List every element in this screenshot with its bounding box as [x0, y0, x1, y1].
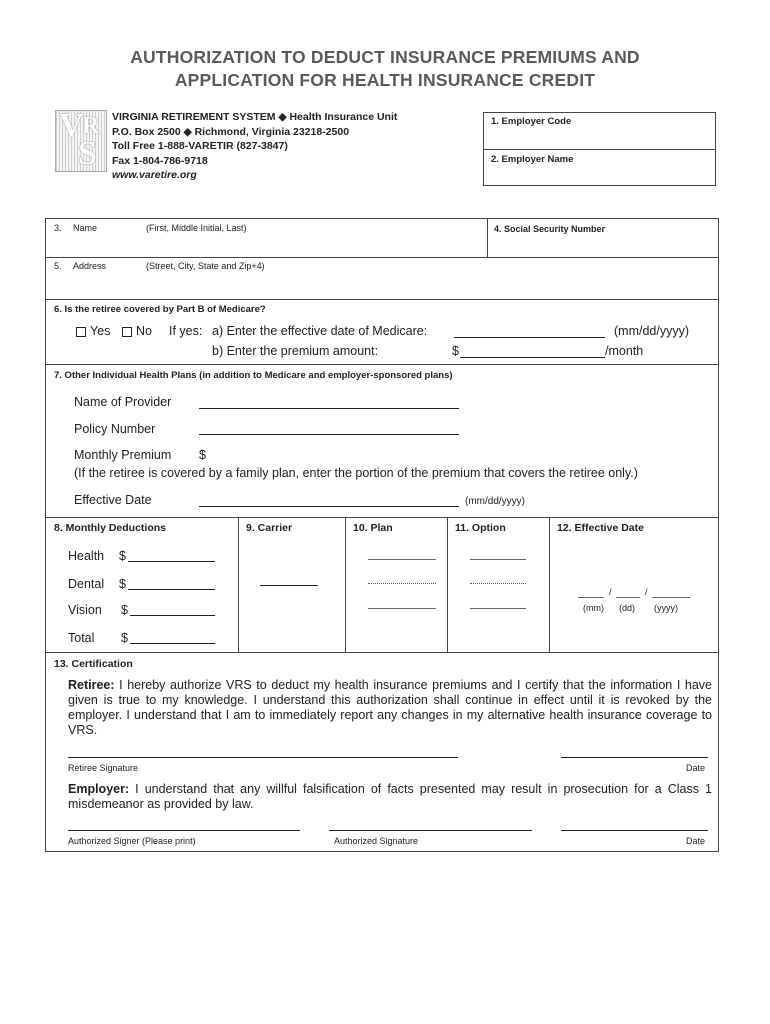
monthly-premium-label: Monthly Premium [74, 448, 172, 462]
medicare-date-format: (mm/dd/yyyy) [614, 324, 689, 338]
carrier-input[interactable] [260, 585, 318, 586]
plan-vision-input[interactable] [368, 608, 436, 609]
certification-heading: 13. Certification [54, 658, 133, 670]
employer-date-label: Date [686, 836, 706, 846]
mm-label: (mm) [583, 603, 604, 613]
employer-code-field[interactable]: 1. Employer Code [491, 116, 572, 127]
employer-lead: Employer: [68, 782, 130, 796]
provider-input[interactable] [199, 408, 459, 409]
vrs-logo: V R S [55, 110, 107, 172]
employer-date-line[interactable] [561, 830, 708, 831]
option-health-input[interactable] [470, 559, 526, 560]
family-plan-note: (If the retiree is covered by a family plan, enter the portion of the premium that covers the retiree only.) [74, 466, 638, 480]
address-hint: (Street, City, State and Zip+4) [146, 261, 265, 271]
medicare-date-input[interactable] [454, 337, 605, 338]
if-yes-label: If yes: [169, 324, 203, 338]
org-website: www.varetire.org [112, 169, 197, 181]
provider-label: Name of Provider [74, 395, 172, 409]
authorized-signer-line[interactable] [68, 830, 300, 831]
dental-label: Dental [68, 577, 105, 591]
total-label: Total [68, 631, 95, 645]
dd-label: (dd) [619, 603, 636, 613]
section-5-number: 5. [54, 261, 62, 271]
employer-body: I understand that any willful falsification of facts presented may result in prosecution for a Class 1 misdemeanor as provided by law. [68, 782, 712, 811]
dental-amount-input[interactable] [128, 589, 215, 590]
effective-date-header: 12. Effective Date [557, 522, 644, 534]
ssn-field[interactable]: 4. Social Security Number [494, 224, 606, 234]
premium-suffix: /month [605, 344, 644, 358]
authorized-signer-label: Authorized Signer (Please print) [68, 836, 196, 846]
monthly-deductions-header: 8. Monthly Deductions [54, 522, 167, 534]
retiree-certification-text [68, 678, 712, 738]
retiree-signature-label: Retiree Signature [68, 763, 139, 773]
retiree-date-line[interactable] [561, 757, 708, 758]
retiree-body: I hereby authorize VRS to deduct my health insurance premiums and I certify that the information I have given is true to my knowledge. I understand this authorization shall continue in effect until it is revoked by the employer. I understand that I am to immediately report any changes in my alternative health insurance coverage to VRS. [68, 678, 712, 737]
authorized-signature-line[interactable] [329, 830, 532, 831]
retiree-signature-line[interactable] [68, 757, 458, 758]
authorized-signature-label: Authorized Signature [334, 836, 419, 846]
monthly-premium-currency: $ [199, 448, 206, 462]
name-hint: (First, Middle Initial, Last) [146, 223, 247, 233]
org-name: VIRGINIA RETIREMENT SYSTEM ◆ Health Insurance Unit [112, 111, 398, 123]
organization-info [112, 110, 397, 183]
retiree-lead: Retiree: [68, 678, 115, 692]
name-field[interactable]: Name [73, 223, 98, 233]
option-dental-input[interactable] [470, 583, 526, 584]
no-checkbox[interactable] [122, 327, 132, 337]
org-toll-free: Toll Free 1-888-VARETIR (827-3847) [112, 140, 288, 152]
address-field[interactable]: Address [73, 261, 107, 271]
employer-name-field[interactable]: 2. Employer Name [491, 154, 574, 165]
form-title-line1: AUTHORIZATION TO DEDUCT INSURANCE PREMIUMS AND [130, 47, 640, 67]
total-currency: $ [121, 631, 128, 645]
yyyy-label: (yyyy) [654, 603, 678, 613]
option-header: 11. Option [455, 522, 506, 534]
premium-amount-input[interactable] [460, 357, 605, 358]
plan-dental-input[interactable] [368, 583, 436, 584]
org-fax: Fax 1-804-786-9718 [112, 154, 208, 167]
carrier-header: 9. Carrier [246, 522, 293, 534]
effective-date-label: Effective Date [74, 493, 152, 507]
effective-dd-input[interactable] [616, 597, 640, 598]
policy-input[interactable] [199, 434, 459, 435]
effective-date-input[interactable] [199, 506, 459, 507]
yes-checkbox[interactable] [76, 327, 86, 337]
section-3-number: 3. [54, 223, 62, 233]
medicare-date-label: a) Enter the effective date of Medicare: [212, 324, 428, 338]
dental-currency: $ [119, 577, 126, 591]
health-currency: $ [119, 549, 126, 563]
plan-health-input[interactable] [368, 559, 436, 560]
vision-amount-input[interactable] [130, 615, 215, 616]
plan-header: 10. Plan [353, 522, 393, 534]
effective-date-format: (mm/dd/yyyy) [465, 496, 525, 507]
form-title-line2: APPLICATION FOR HEALTH INSURANCE CREDIT [174, 70, 596, 90]
date-separator-2: / [645, 587, 648, 597]
medicare-yes-option[interactable]: Yes [76, 324, 110, 338]
health-amount-input[interactable] [128, 561, 215, 562]
vision-currency: $ [121, 603, 128, 617]
premium-amount-label: b) Enter the premium amount: [212, 344, 379, 358]
effective-mm-input[interactable] [578, 597, 604, 598]
premium-currency: $ [452, 344, 459, 358]
vision-label: Vision [68, 603, 102, 617]
org-address: P.O. Box 2500 ◆ Richmond, Virginia 23218-2500 [112, 125, 350, 138]
medicare-no-option[interactable]: No [122, 324, 152, 338]
total-amount-input[interactable] [130, 643, 215, 644]
employer-certification-text [68, 782, 712, 812]
medicare-question: 6. Is the retiree covered by Part B of Medicare? [54, 304, 266, 315]
retiree-date-label: Date [686, 763, 706, 773]
date-separator-1: / [609, 587, 612, 597]
policy-label: Policy Number [74, 422, 156, 436]
option-vision-input[interactable] [470, 608, 526, 609]
effective-yyyy-input[interactable] [652, 597, 690, 598]
other-plans-heading: 7. Other Individual Health Plans (in addition to Medicare and employer-sponsored plans) [54, 370, 453, 381]
health-label: Health [68, 549, 105, 563]
